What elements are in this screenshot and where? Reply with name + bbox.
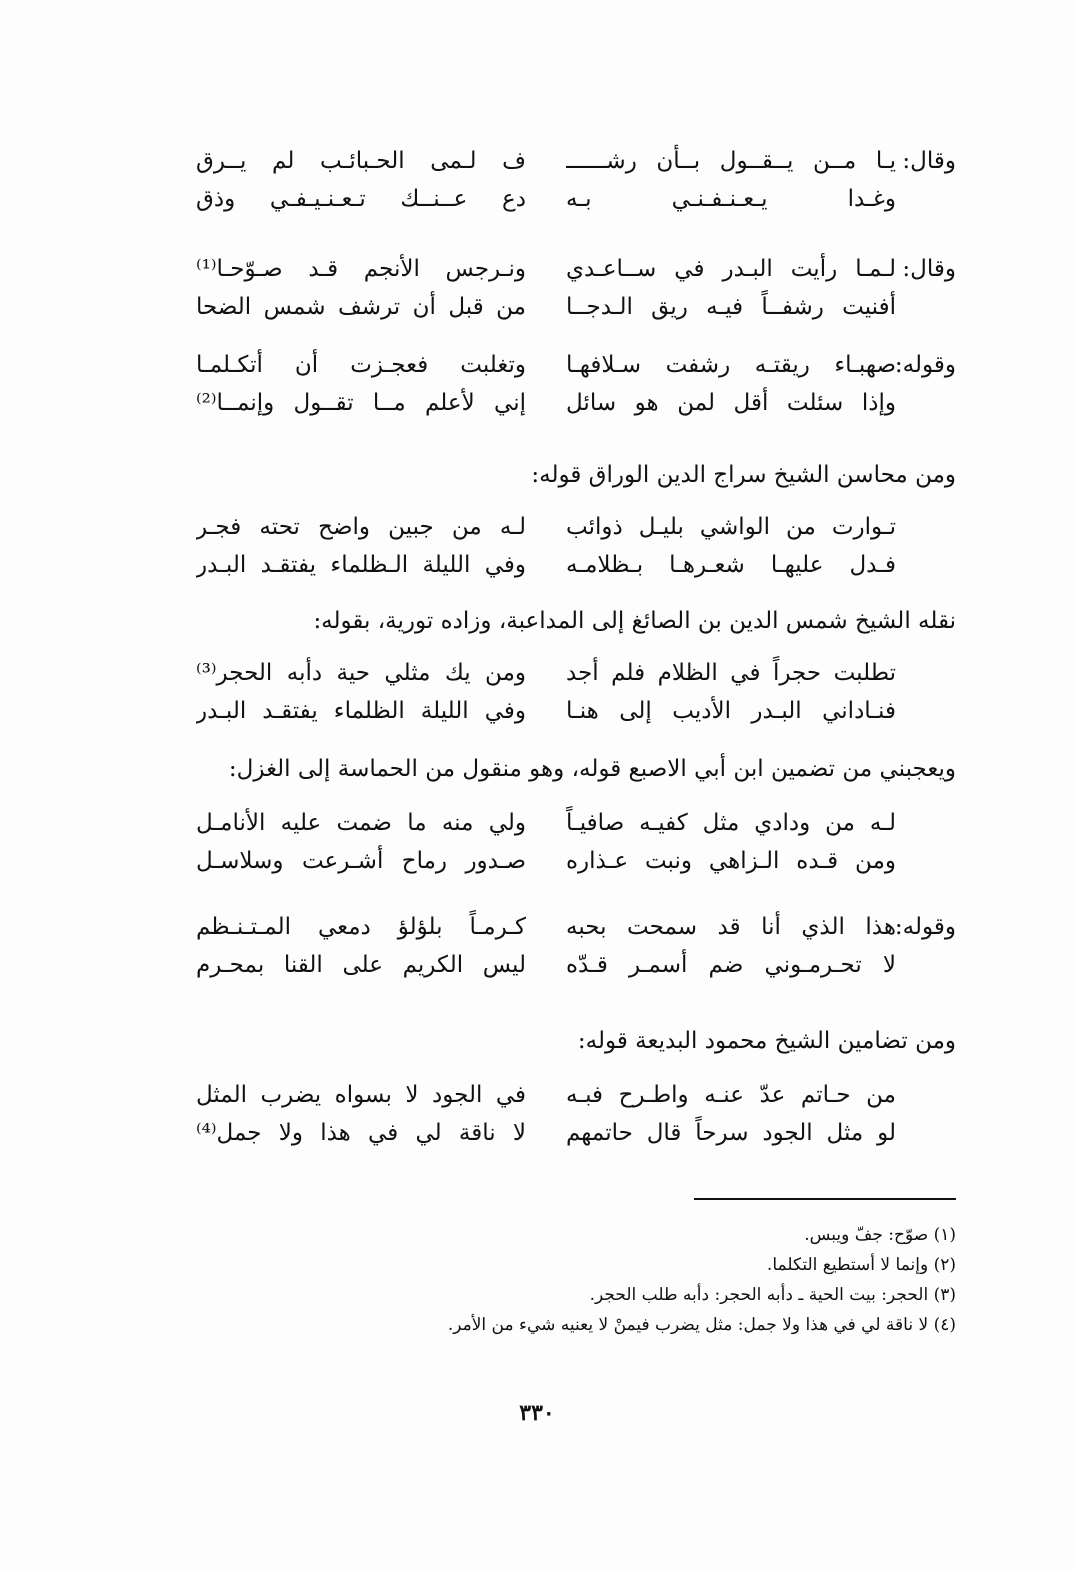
poem-block	[186, 654, 956, 730]
verse-second-hemistich: وتغلبت فعجـزت أن أتكـلمـا	[196, 352, 526, 378]
verse-second-hemistich: ليس الكريم على القنا بمحـرم	[196, 952, 526, 978]
verse-line	[186, 842, 956, 880]
verse-second-hemistich: لا ناقة لي في هذا ولا جمل⁽⁴⁾	[196, 1120, 526, 1146]
verse-first-hemistich: تطلبت حجراً في الظلام فلم أجد	[566, 660, 896, 686]
verse-second-hemistich: من قبل أن ترشف شمس الضحا	[196, 294, 526, 320]
verse-second-hemistich: لـه من جبين واضح تحته فجـر	[196, 514, 526, 540]
verse-line	[186, 804, 956, 842]
verse-line	[186, 288, 956, 326]
verse-first-hemistich: لو مثل الجود سرحاً قال حاتمهم	[566, 1120, 896, 1146]
verse-first-hemistich: فـدل عليهـا شعـرهـا بـظلامـه	[566, 552, 896, 578]
verse-first-hemistich: أفنيت رشفــاً فيـه ريق الـدجــا	[566, 294, 896, 320]
verse-first-hemistich: ومن قـده الـزاهي ونبت عـذاره	[566, 848, 896, 874]
verse-line	[186, 346, 956, 384]
footnotes	[186, 1220, 956, 1340]
verse-first-hemistich: وغـدا يـعـنـفـنـي بـه	[566, 186, 896, 212]
verse-first-hemistich: لـمـا رأيت البـدر في ســاعـدي	[566, 256, 896, 282]
verse-line	[186, 654, 956, 692]
verse-first-hemistich: فنـاداني البـدر الأديب إلى هنـا	[566, 698, 896, 724]
poem-block	[186, 804, 956, 880]
prose-line: ويعجبني من تضمين ابن أبي الاصبع قوله، وهو منقول من الحماسة إلى الغزل:	[228, 756, 956, 782]
verse-second-hemistich: صـدور رماح أشـرعت وسلاسـل	[196, 848, 526, 874]
verse-first-hemistich: هذا الذي أنا قد سمحت بحبه	[566, 914, 896, 940]
verse-second-hemistich: ولي منه ما ضمت عليه الأنامـل	[196, 810, 526, 836]
verse-second-hemistich: ف لـمى الحـبائـب لم يــرق	[196, 148, 526, 174]
verse-line	[186, 142, 956, 180]
prose-line: نقله الشيخ شمس الدين بن الصائغ إلى المداعبة، وزاده تورية، بقوله:	[313, 608, 956, 634]
verse-first-hemistich: وإذا سئلت أقل لمن هو سائل	[566, 390, 896, 416]
verse-first-hemistich: تـوارت من الواشي بليـل ذوائب	[566, 514, 896, 540]
verse-second-hemistich: إني لأعلم مــا تقــول وإنمــا⁽²⁾	[196, 390, 526, 416]
poem-block	[186, 346, 956, 422]
verse-speaker: وقوله:	[894, 352, 956, 378]
poem-block	[186, 250, 956, 326]
verse-line	[186, 946, 956, 984]
verse-second-hemistich: وفي الليلة الـظلماء يفتقـد البـدر	[196, 552, 526, 578]
verse-first-hemistich: صهبـاء ريقتـه رشفت سـلافهـا	[566, 352, 896, 378]
verse-first-hemistich: لـه من ودادي مثل كفيـه صافيـاً	[566, 810, 896, 836]
poem-block	[186, 508, 956, 584]
verse-speaker: وقال:	[902, 148, 956, 174]
verse-line	[186, 546, 956, 584]
verse-line	[186, 250, 956, 288]
verse-first-hemistich: من حـاتم عدّ عنـه واطـرح فبـه	[566, 1082, 896, 1108]
verse-second-hemistich: دع عــنــك تـعـنـيـفـي وذق	[196, 186, 526, 212]
prose-line: ومن تضامين الشيخ محمود البديعة قوله:	[577, 1028, 956, 1054]
verse-line	[186, 1114, 956, 1152]
verse-line	[186, 1076, 956, 1114]
footnote-divider	[694, 1198, 956, 1200]
verse-line	[186, 180, 956, 218]
verse-line	[186, 908, 956, 946]
footnote: (٣) الحجر: بيت الحية ـ دأبه الحجر: دأبه طلب الحجر.	[589, 1285, 956, 1305]
verse-speaker: وقال:	[902, 256, 956, 282]
verse-first-hemistich: يـا مــن يــقــول بــأن رشــــــ	[566, 148, 896, 174]
page-number: ٣٣٠	[519, 1400, 555, 1426]
verse-second-hemistich: ومن يك مثلي حية دأبه الحجر⁽³⁾	[196, 660, 526, 686]
footnote: (٢) وإنما لا أستطيع التكلما.	[766, 1255, 956, 1275]
poem-block	[186, 142, 956, 218]
prose-line: ومن محاسن الشيخ سراج الدين الوراق قوله:	[531, 462, 956, 488]
verse-second-hemistich: ونـرجس الأنجم قـد صـوّحـا⁽¹⁾	[196, 256, 526, 282]
verse-second-hemistich: كـرمـاً بلؤلؤ دمعي المـتـنـظم	[196, 914, 526, 940]
verse-line	[186, 384, 956, 422]
verse-second-hemistich: في الجود لا بسواه يضرب المثل	[196, 1082, 526, 1108]
verse-second-hemistich: وفي الليلة الظلماء يفتقـد البـدر	[196, 698, 526, 724]
footnote: (١) صوّح: جفّ ويبس.	[804, 1225, 956, 1245]
verse-line	[186, 508, 956, 546]
verse-first-hemistich: لا تحـرمـوني ضم أسمـر قـدّه	[566, 952, 896, 978]
verse-line	[186, 692, 956, 730]
footnote: (٤) لا ناقة لي في هذا ولا جمل: مثل يضرب فيمنْ لا يعنيه شيء من الأمر.	[447, 1315, 956, 1335]
poem-block	[186, 1076, 956, 1152]
verse-speaker: وقوله:	[894, 914, 956, 940]
poem-block	[186, 908, 956, 984]
